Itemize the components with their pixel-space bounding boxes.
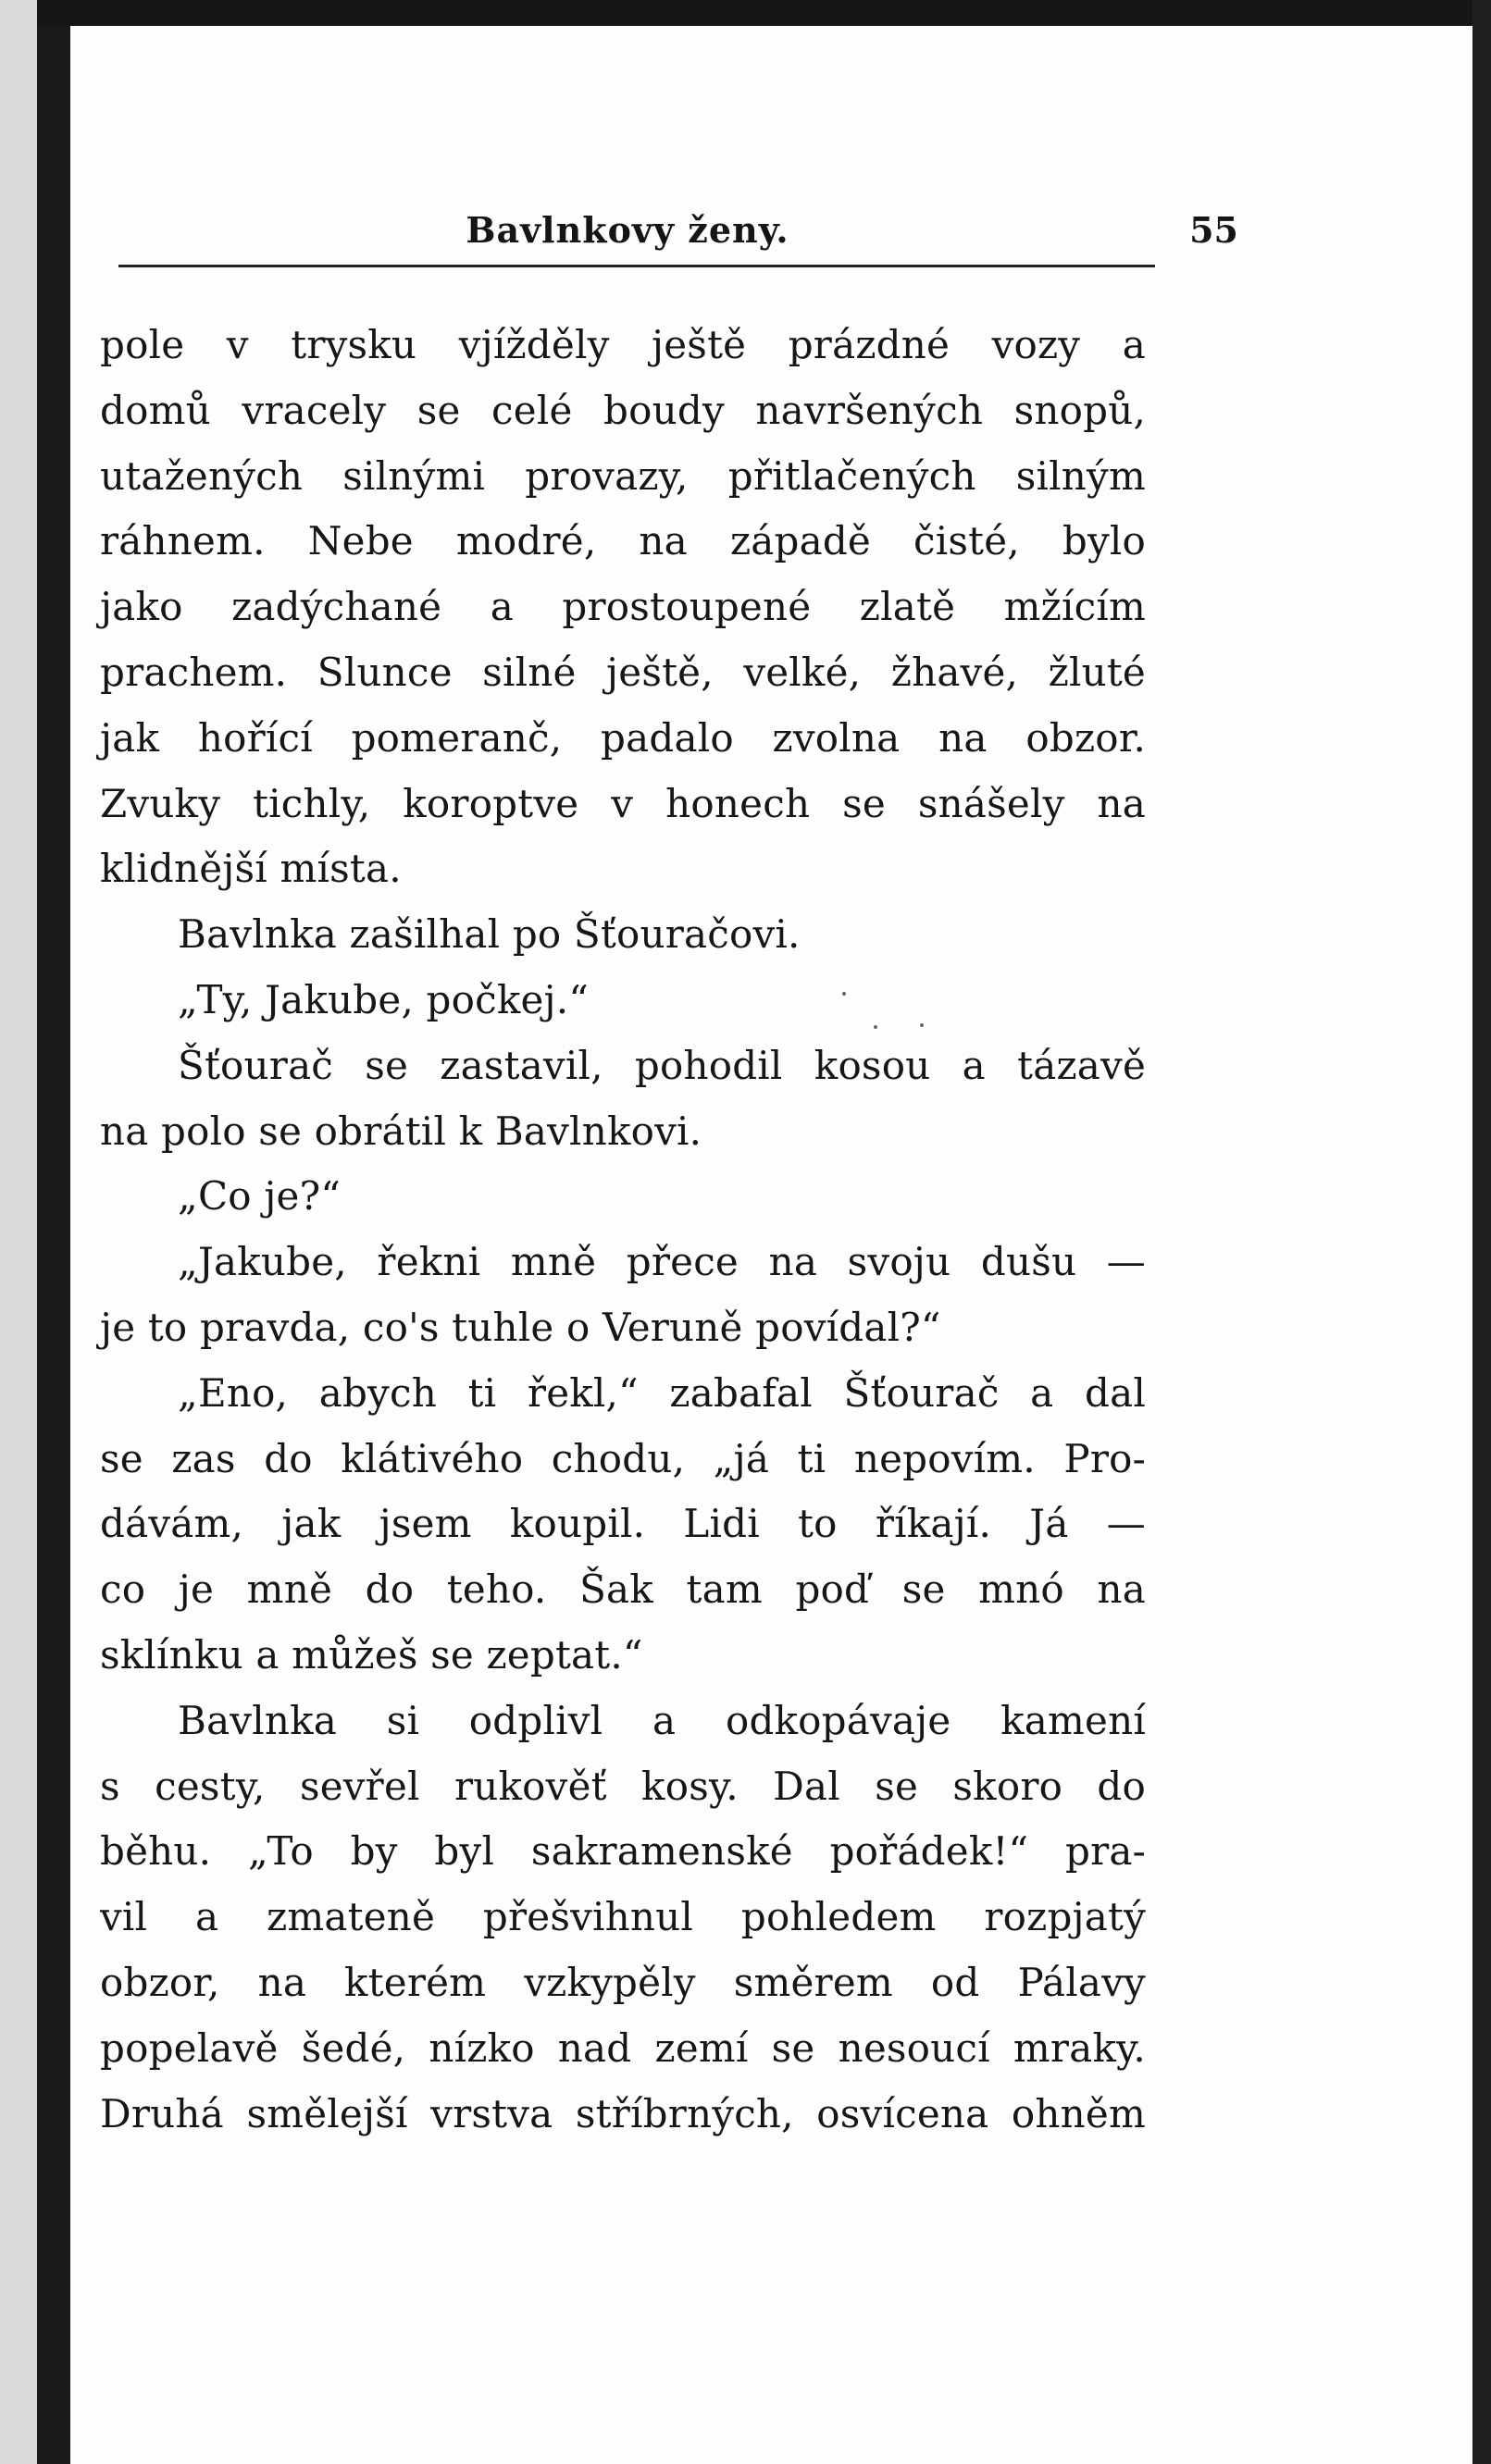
running-head-title: Bavlnkovy ženy. bbox=[466, 209, 789, 251]
text-line: klidnější místa. bbox=[100, 846, 402, 892]
running-head bbox=[100, 183, 1238, 251]
text-line: pole v trysku vjížděly ještě prázdné vozy a bbox=[100, 322, 1146, 367]
text-line: jako zadýchané a prostoupené zlatě mžícím bbox=[100, 584, 1146, 630]
text-line: obzor, na kterém vzkypěly směrem od Pálavy bbox=[100, 1959, 1146, 2005]
text-line: „Co je?“ bbox=[178, 1173, 341, 1220]
text-line: Druhá smělejší vrstva stříbrných, osvícena ohněm bbox=[100, 2090, 1146, 2136]
book-page bbox=[70, 26, 1472, 2464]
text-line: s cesty, sevřel rukověť kosy. Dal se skoro do bbox=[100, 1763, 1146, 1809]
text-line: co je mně do teho. Šak tam poď se mnó na bbox=[100, 1566, 1146, 1613]
text-line: na polo se obrátil k Bavlnkovi. bbox=[100, 1108, 702, 1154]
text-line: „Eno, abych ti řekl,“ zabafal Šťourač a dal bbox=[178, 1369, 1146, 1416]
text-line: sklínku a můžeš se zeptat.“ bbox=[100, 1631, 643, 1678]
print-speck bbox=[920, 1023, 924, 1027]
page-number: 55 bbox=[1189, 209, 1238, 251]
body-text bbox=[100, 313, 1146, 2147]
scan-left-margin bbox=[0, 0, 37, 2464]
text-line: Zvuky tichly, koroptve v honech se snášely na bbox=[100, 780, 1146, 826]
text-line: ráhnem. Nebe modré, na západě čisté, bylo bbox=[100, 518, 1146, 564]
text-line: „Ty, Jakube, počkej.“ bbox=[178, 976, 589, 1022]
text-line: Bavlnka zašilhal po Šťouračovi. bbox=[178, 911, 801, 958]
scan-right-shadow bbox=[1472, 0, 1491, 2464]
text-line: popelavě šedé, nízko nad zemí se nesoucí mraky. bbox=[100, 2024, 1146, 2071]
text-line: utažených silnými provazy, přitlačených silným bbox=[100, 452, 1146, 499]
header-rule bbox=[118, 265, 1155, 267]
text-line: prachem. Slunce silné ještě, velké, žhavé, žluté bbox=[100, 649, 1146, 695]
text-line: Bavlnka si odplivl a odkopávaje kamení bbox=[178, 1697, 1146, 1743]
text-line: vil a zmateně přešvihnul pohledem rozpjatý bbox=[100, 1894, 1146, 1940]
print-speck bbox=[874, 1025, 877, 1029]
text-line: Šťourač se zastavil, pohodil kosou a tázavě bbox=[178, 1042, 1146, 1088]
text-line: běhu. „To by byl sakramenské pořádek!“ pra- bbox=[100, 1828, 1146, 1875]
text-line: jak hořící pomeranč, padalo zvolna na obzor. bbox=[100, 714, 1146, 761]
text-line: dávám, jak jsem koupil. Lidi to říkají. Já — bbox=[100, 1501, 1146, 1547]
scan-binding-shadow bbox=[37, 0, 70, 2464]
print-speck bbox=[842, 992, 846, 996]
text-line: se zas do klátivého chodu, „já ti nepovím. Pro- bbox=[100, 1435, 1146, 1481]
text-line: je to pravda, co's tuhle o Veruně povídal?“ bbox=[100, 1304, 941, 1350]
text-line: „Jakube, řekni mně přece na svoju dušu — bbox=[178, 1239, 1146, 1285]
scan-top-shadow bbox=[37, 0, 1491, 26]
text-line: domů vracely se celé boudy navršených snopů, bbox=[100, 387, 1146, 433]
